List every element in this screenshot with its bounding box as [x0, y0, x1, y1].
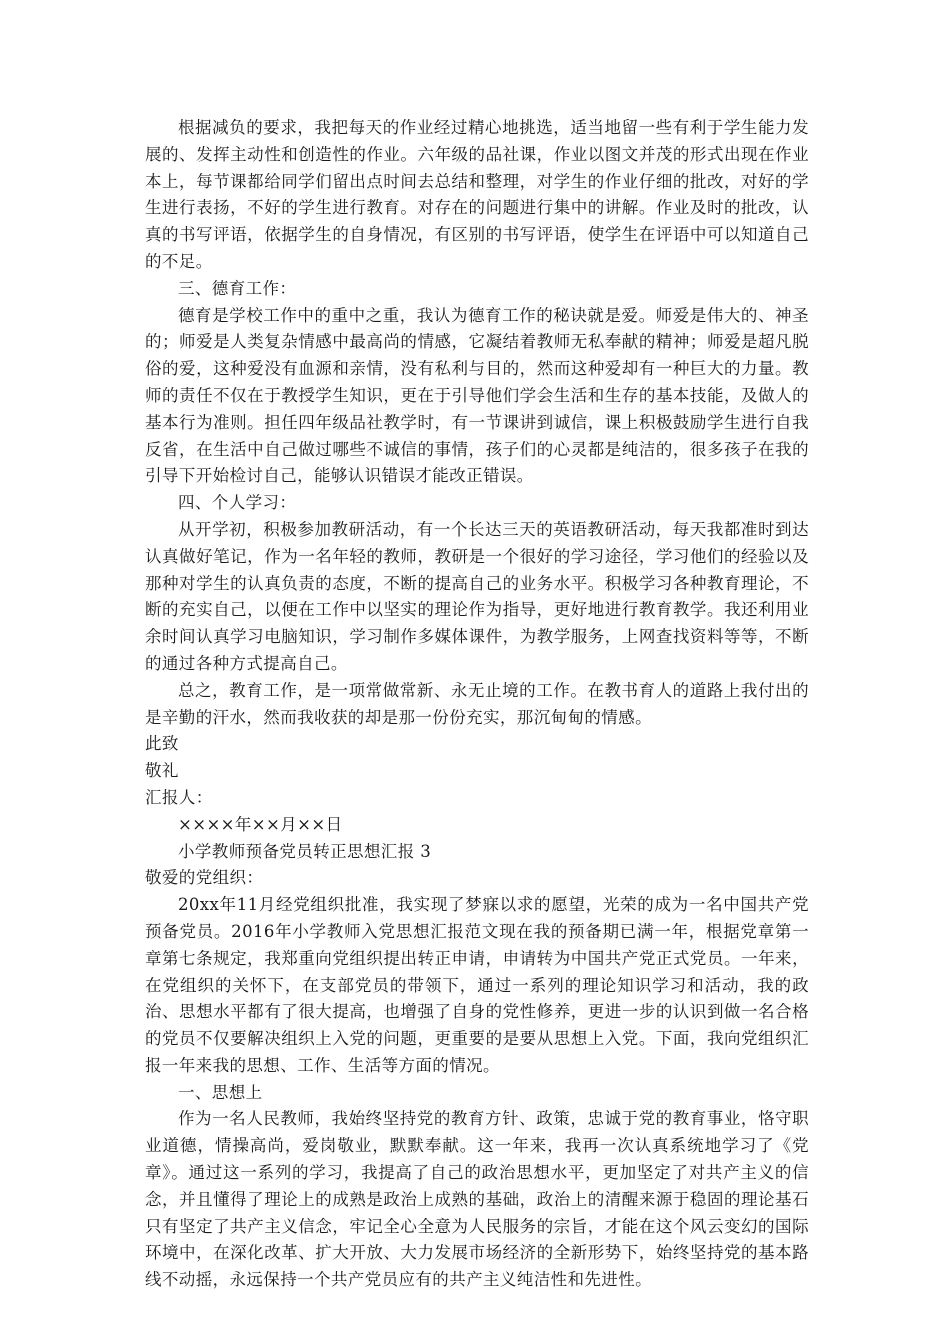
paragraph-summary: 总之，教育工作，是一项常做常新、永无止境的工作。在教书育人的道路上我付出的是辛勤的汗水，然而我收获的却是那一份份充实，那沉甸甸的情感。: [145, 680, 809, 727]
heading-thought: 一、思想上: [178, 1082, 263, 1102]
paragraph-intro: 20xx年11月经党组织批准，我实现了梦寐以求的愿望，光荣的成为一名中国共产党预备党员。2016年小学教师入党思想汇报范文现在我的预备期已满一年，根据党章第一章第七条规定，我郑重向党组织提出转正申请，申请转为中国共产党正式党员。一年来，在党组织的关怀下，在支部党员的带领下，通过一系列的理论知识学习和活动，我的政治、思想水平都有了很大提高，也增强了自身的党性修养，更进一步的认识到做一名合格的党员不仅要解决组织上入党的问题，更重要的是要从思想上入党。下面，我向党组织汇报一年来我的思想、工作、生活等方面的情况。: [145, 895, 809, 1075]
heading-moral-education: 三、德育工作：: [178, 278, 297, 298]
paragraph-personal-study: 从开学初，积极参加教研活动，有一个长达三天的英语教研活动，每天我都准时到达认真做好笔记，作为一名年轻的教师，教研是一个很好的学习途径，学习他们的经验以及那种对学生的认真负责的态度，不断的提高自己的业务水平。积极学习各种教育理论，不断的充实自己，以便在工作中以坚实的理论作为指导，更好地进行教育教学。我还利用业余时间认真学习电脑知识，学习制作多媒体课件，为教学服务，上网查找资料等等，不断的通过各种方式提高自己。: [145, 519, 809, 673]
section-title: 小学教师预备党员转正思想汇报 3: [178, 841, 432, 861]
paragraph-moral-education: 德育是学校工作中的重中之重，我认为德育工作的秘诀就是爱。师爱是伟大的、神圣的；师爱是人类复杂情感中最高尚的情感，它凝结着教师无私奉献的精神；师爱是超凡脱俗的爱，这种爱没有血源和亲情，没有私利与目的，然而这种爱却有一种巨大的力量。教师的责任不仅在于教授学生知识，更在于引导他们学会生活和生存的基本技能，及做人的基本行为准则。担任四年级品社教学时，有一节课讲到诚信，课上积极鼓励学生进行自我反省，在生活中自己做过哪些不诚信的事情，孩子们的心灵都是纯洁的，很多孩子在我的引导下开始检讨自己，能够认识错误才能改正错误。: [145, 305, 809, 486]
paragraph-homework: 根据减负的要求，我把每天的作业经过精心地挑选，适当地留一些有利于学生能力发展的、发挥主动性和创造性的作业。六年级的品社课，作业以图文并茂的形式出现在作业本上，每节课都给同学们留出点时间去总结和整理，对学生的作业仔细的批改，对好的学生进行表扬，不好的学生进行教育。对存在的问题进行集中的讲解。作业及时的批改，认真的书写评语，依据学生的自身情况，有区别的书写评语，使学生在评语中可以知道自己的不足。: [145, 118, 809, 271]
heading-personal-study: 四、个人学习：: [178, 493, 297, 513]
closing-reporter: 汇报人：: [145, 787, 213, 807]
paragraph-thought: 作为一名人民教师，我始终坚持党的教育方针、政策，忠诚于党的教育事业，恪守职业道德，情操高尚，爱岗敬业，默默奉献。这一年来，我再一次认真系统地学习了《党章》。通过这一系列的学习，我提高了自己的政治思想水平，更加坚定了对共产主义的信念，并且懂得了理论上的成熟是政治上成熟的基础，政治上的清醒来源于稳固的理论基石只有坚定了共产主义信念，牢记全心全意为人民服务的宗旨，才能在这个风云变幻的国际环境中，在深化改革、扩大开放、大力发展市场经济的全新形势下，始终坚持党的基本路线不动摇，永远保持一个共产党员应有的共产主义纯洁性和先进性。: [145, 1109, 809, 1290]
closing-jing-li: 敬礼: [145, 761, 179, 781]
document-page: [145, 115, 809, 1294]
salutation: 敬爱的党组织：: [145, 868, 264, 888]
closing-ci-zhi: 此致: [145, 734, 179, 754]
closing-date: ××××年××月××日: [178, 814, 343, 834]
